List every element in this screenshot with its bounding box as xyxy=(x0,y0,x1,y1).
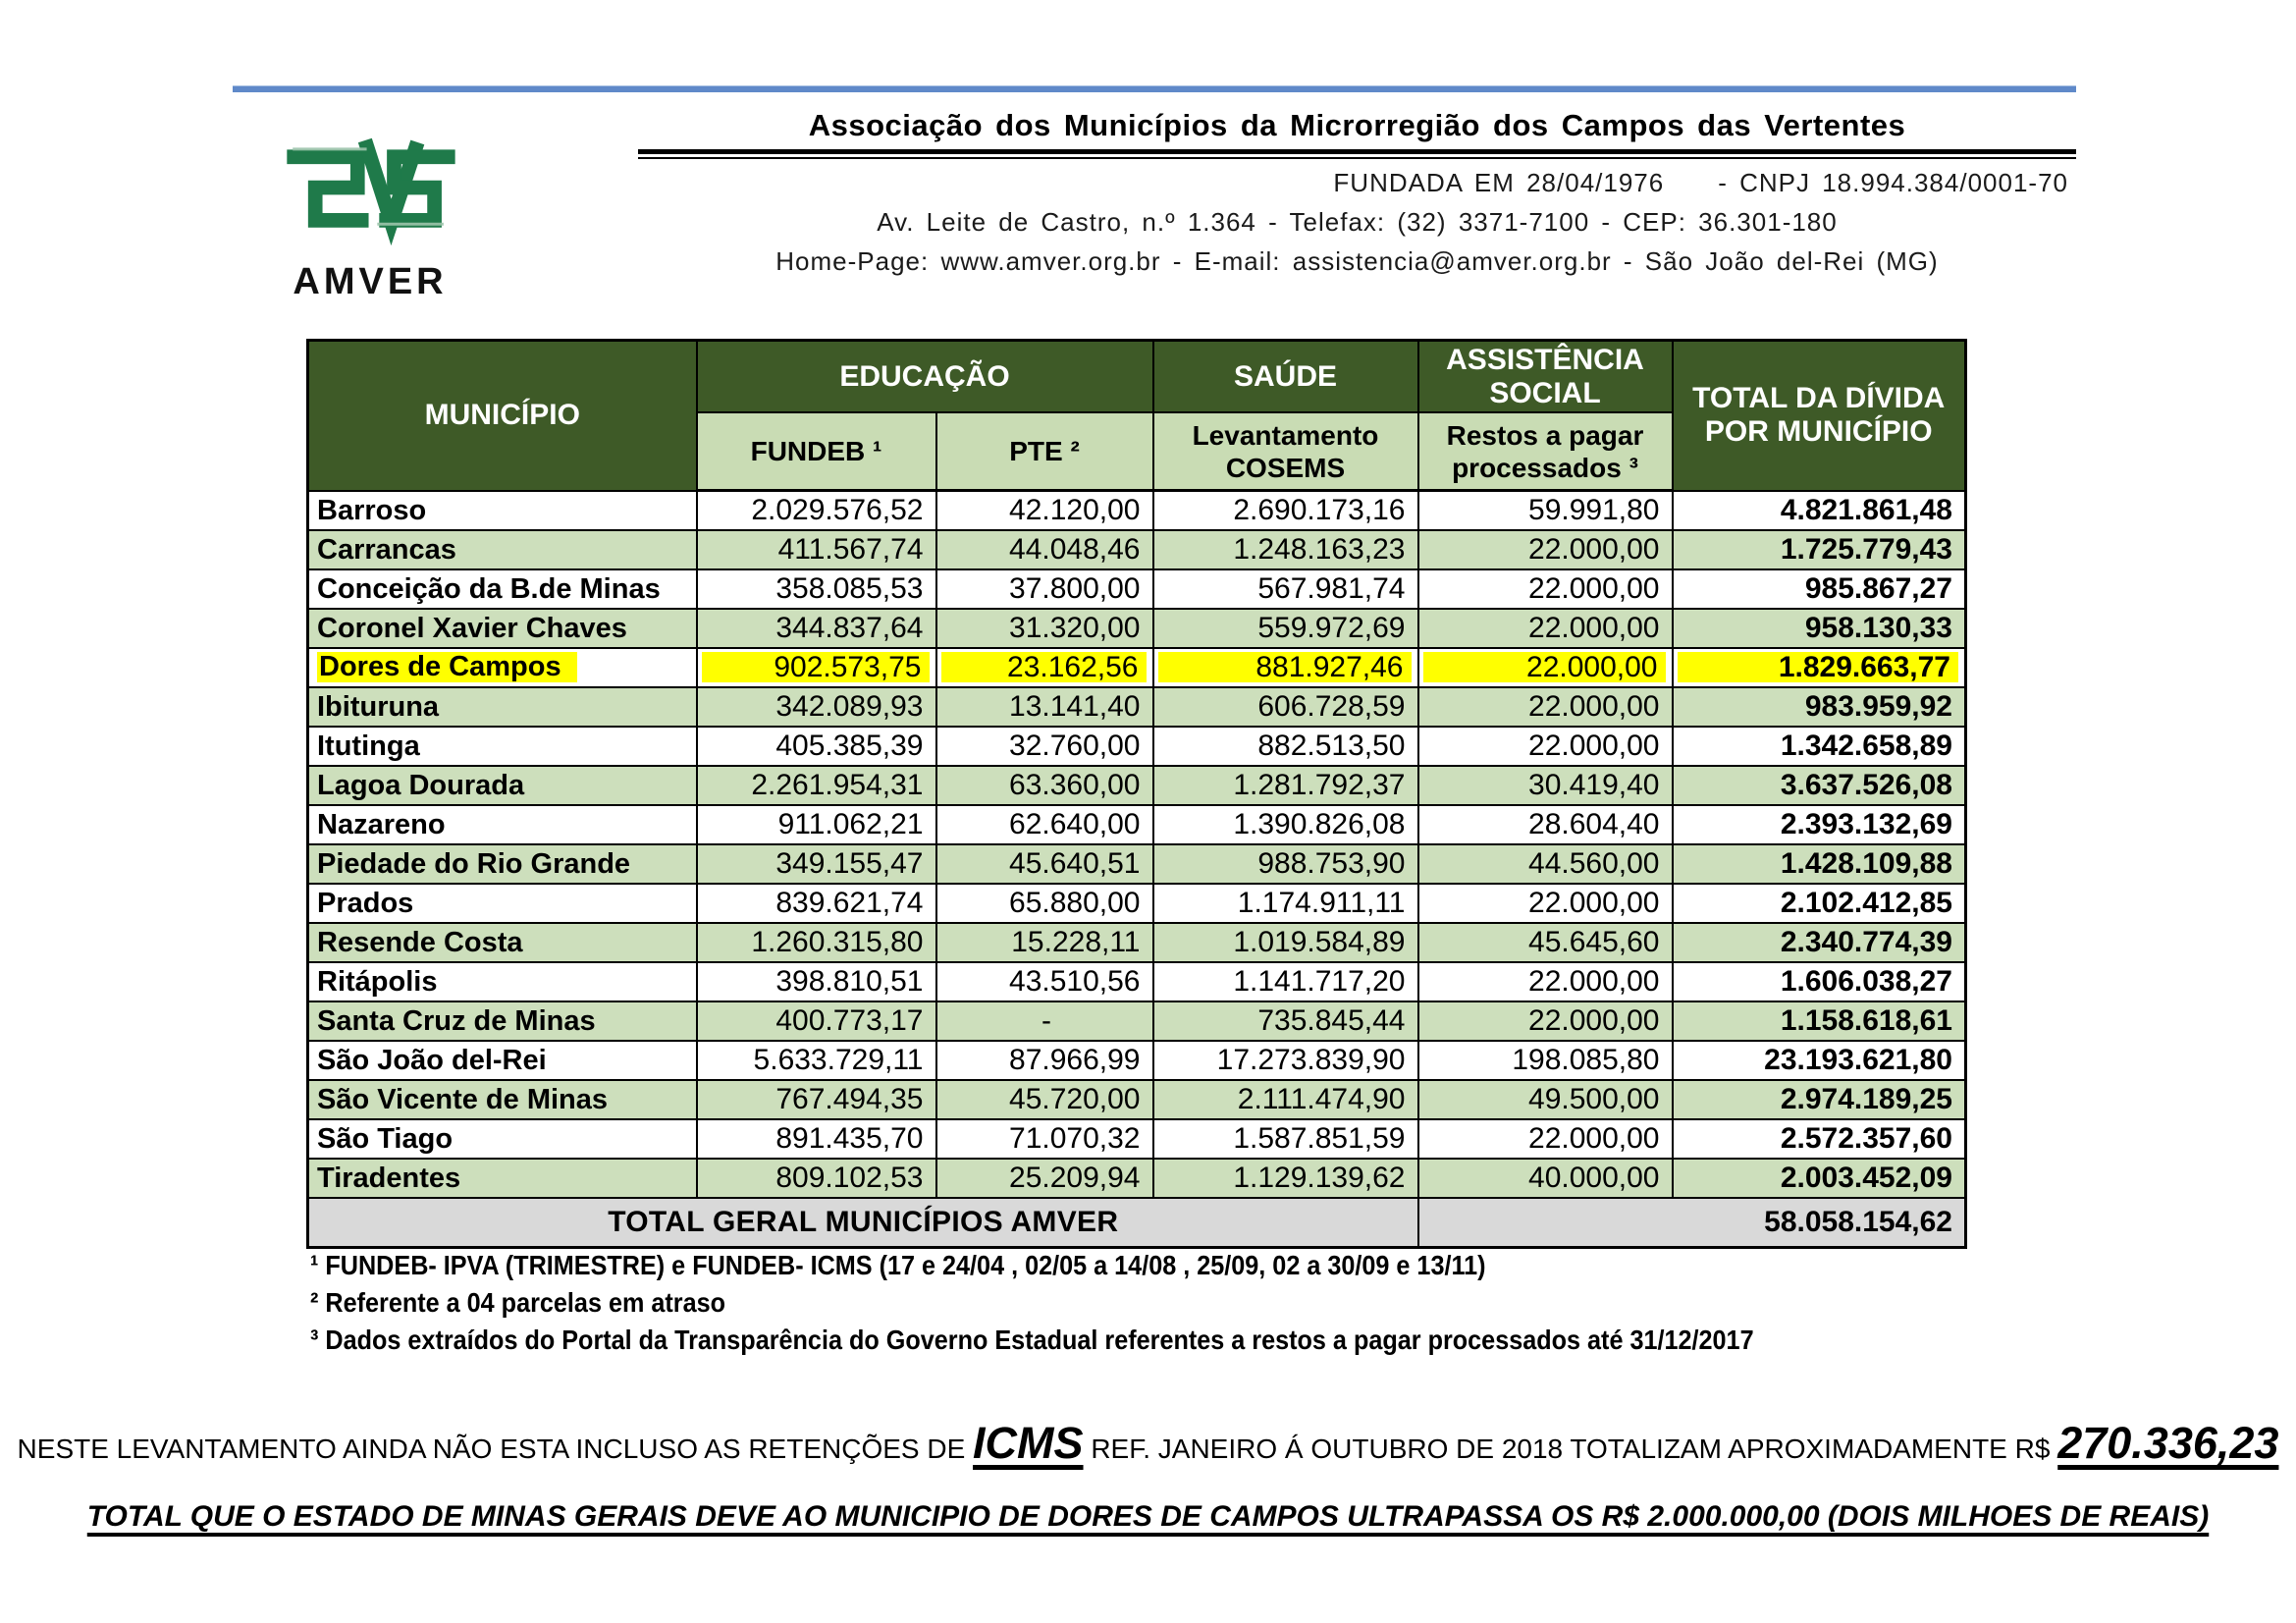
restos-cell: 30.419,40 xyxy=(1418,766,1673,805)
logo-text: AMVER xyxy=(293,261,448,302)
pte-cell: 71.070,32 xyxy=(936,1119,1153,1159)
fundeb-cell: 891.435,70 xyxy=(697,1119,936,1159)
total-debt-cell: 2.974.189,25 xyxy=(1673,1080,1966,1119)
cosems-cell: 1.587.851,59 xyxy=(1153,1119,1418,1159)
note-icms xyxy=(0,1412,2296,1481)
title-double-rule xyxy=(638,149,2076,159)
note-icms-middle: REF. JANEIRO Á OUTUBRO DE 2018 TOTALIZAM APROXIMADAMENTE R$ xyxy=(1083,1434,2058,1464)
table-row xyxy=(308,766,1966,805)
table-row xyxy=(308,884,1966,923)
cosems-cell: 1.129.139,62 xyxy=(1153,1159,1418,1198)
restos-cell: 22.000,00 xyxy=(1418,727,1673,766)
total-debt-cell: 985.867,27 xyxy=(1673,569,1966,609)
municipality-cell: Nazareno xyxy=(308,805,697,844)
fundeb-cell: 809.102,53 xyxy=(697,1159,936,1198)
fundeb-cell: 400.773,17 xyxy=(697,1001,936,1041)
municipality-cell: Santa Cruz de Minas xyxy=(308,1001,697,1041)
municipality-cell: Carrancas xyxy=(308,530,697,569)
col-header-cosems: Levantamento COSEMS xyxy=(1153,412,1418,491)
municipality-cell: Tiradentes xyxy=(308,1159,697,1198)
municipality-cell: Itutinga xyxy=(308,727,697,766)
municipality-cell: Barroso xyxy=(308,491,697,531)
total-debt-cell: 2.572.357,60 xyxy=(1673,1119,1966,1159)
total-row xyxy=(308,1198,1966,1248)
letterhead xyxy=(638,108,2076,277)
table-row xyxy=(308,962,1966,1001)
pte-cell: 25.209,94 xyxy=(936,1159,1153,1198)
fundeb-cell: 839.621,74 xyxy=(697,884,936,923)
table-row xyxy=(308,491,1966,531)
fundeb-cell: 767.494,35 xyxy=(697,1080,936,1119)
debt-table xyxy=(306,339,1967,1249)
total-debt-cell: 2.003.452,09 xyxy=(1673,1159,1966,1198)
restos-cell: 22.000,00 xyxy=(1418,569,1673,609)
group-header-assistencia: ASSISTÊNCIA SOCIAL xyxy=(1418,341,1673,413)
total-debt-cell: 2.340.774,39 xyxy=(1673,923,1966,962)
cosems-cell: 1.248.163,23 xyxy=(1153,530,1418,569)
note-icms-amount: 270.336,23 xyxy=(2057,1418,2279,1468)
municipality-cell: Conceição da B.de Minas xyxy=(308,569,697,609)
cosems-cell: 2.690.173,16 xyxy=(1153,491,1418,531)
col-header-fundeb: FUNDEB ¹ xyxy=(697,412,936,491)
table-footer xyxy=(308,1198,1966,1248)
total-debt-cell: 1.606.038,27 xyxy=(1673,962,1966,1001)
total-debt-cell: 2.102.412,85 xyxy=(1673,884,1966,923)
col-header-restos: Restos a pagar processados ³ xyxy=(1418,412,1673,491)
pte-cell: 31.320,00 xyxy=(936,609,1153,648)
pte-cell: 23.162,56 xyxy=(936,648,1153,687)
pte-cell: 45.720,00 xyxy=(936,1080,1153,1119)
municipality-cell: São Tiago xyxy=(308,1119,697,1159)
col-header-pte: PTE ² xyxy=(936,412,1153,491)
municipality-cell: Prados xyxy=(308,884,697,923)
total-label: TOTAL GERAL MUNICÍPIOS AMVER xyxy=(308,1198,1418,1248)
municipality-cell: São João del-Rei xyxy=(308,1041,697,1080)
cosems-cell: 988.753,90 xyxy=(1153,844,1418,884)
table-row xyxy=(308,1159,1966,1198)
table-row xyxy=(308,727,1966,766)
table-row xyxy=(308,1119,1966,1159)
fundeb-cell: 2.029.576,52 xyxy=(697,491,936,531)
pte-cell: 15.228,11 xyxy=(936,923,1153,962)
restos-cell: 22.000,00 xyxy=(1418,1001,1673,1041)
municipality-cell: Dores de Campos xyxy=(308,648,697,687)
footnotes xyxy=(310,1247,2077,1359)
pte-cell: 32.760,00 xyxy=(936,727,1153,766)
table-row xyxy=(308,687,1966,727)
pte-cell: 44.048,46 xyxy=(936,530,1153,569)
founded-text: FUNDADA EM 28/04/1976 xyxy=(1333,168,1665,197)
pte-cell: 87.966,99 xyxy=(936,1041,1153,1080)
fundeb-cell: 902.573,75 xyxy=(697,648,936,687)
cnpj-text: - CNPJ 18.994.384/0001-70 xyxy=(1718,168,2068,197)
col-header-total: TOTAL DA DÍVIDA POR MUNICÍPIO xyxy=(1673,341,1966,491)
restos-cell: 59.991,80 xyxy=(1418,491,1673,531)
total-debt-cell: 4.821.861,48 xyxy=(1673,491,1966,531)
fundeb-cell: 358.085,53 xyxy=(697,569,936,609)
total-debt-cell: 1.158.618,61 xyxy=(1673,1001,1966,1041)
group-header-row xyxy=(308,341,1966,413)
total-debt-cell: 3.637.526,08 xyxy=(1673,766,1966,805)
cosems-cell: 881.927,46 xyxy=(1153,648,1418,687)
cosems-cell: 606.728,59 xyxy=(1153,687,1418,727)
restos-cell: 28.604,40 xyxy=(1418,805,1673,844)
pte-cell: 45.640,51 xyxy=(936,844,1153,884)
amver-logo xyxy=(267,124,473,303)
restos-cell: 198.085,80 xyxy=(1418,1041,1673,1080)
municipality-cell: Ibituruna xyxy=(308,687,697,727)
table-row xyxy=(308,1080,1966,1119)
total-value: 58.058.154,62 xyxy=(1418,1198,1966,1248)
restos-cell: 22.000,00 xyxy=(1418,1119,1673,1159)
cosems-cell: 17.273.839,90 xyxy=(1153,1041,1418,1080)
fundeb-cell: 1.260.315,80 xyxy=(697,923,936,962)
total-debt-cell: 1.725.779,43 xyxy=(1673,530,1966,569)
footnote-2: ² Referente a 04 parcelas em atraso xyxy=(310,1287,726,1318)
amver-logo-icon xyxy=(279,124,461,257)
table-row xyxy=(308,844,1966,884)
cosems-cell: 559.972,69 xyxy=(1153,609,1418,648)
top-blue-rule xyxy=(233,85,2076,92)
municipality-cell: Resende Costa xyxy=(308,923,697,962)
table-row xyxy=(308,805,1966,844)
fundeb-cell: 411.567,74 xyxy=(697,530,936,569)
footnote-1: ¹ FUNDEB- IPVA (TRIMESTRE) e FUNDEB- ICMS (17 e 24/04 , 02/05 a 14/08 , 25/09, 02 a 30/09 e 13/11) xyxy=(310,1250,1486,1280)
cosems-cell: 882.513,50 xyxy=(1153,727,1418,766)
fundeb-cell: 349.155,47 xyxy=(697,844,936,884)
note-icms-prefix: NESTE LEVANTAMENTO AINDA NÃO ESTA INCLUSO AS RETENÇÕES DE xyxy=(17,1434,974,1464)
restos-cell: 22.000,00 xyxy=(1418,962,1673,1001)
fundeb-cell: 5.633.729,11 xyxy=(697,1041,936,1080)
total-debt-cell: 958.130,33 xyxy=(1673,609,1966,648)
total-debt-cell: 23.193.621,80 xyxy=(1673,1041,1966,1080)
fundeb-cell: 405.385,39 xyxy=(697,727,936,766)
cosems-cell: 2.111.474,90 xyxy=(1153,1080,1418,1119)
pte-cell: 42.120,00 xyxy=(936,491,1153,531)
table-body xyxy=(308,491,1966,1199)
pte-cell: 43.510,56 xyxy=(936,962,1153,1001)
table-row xyxy=(308,530,1966,569)
note-total-debt: TOTAL QUE O ESTADO DE MINAS GERAIS DEVE AO MUNICIPIO DE DORES DE CAMPOS ULTRAPASSA OS R$ 2.000.000,00 (DOIS MILHOES DE REAIS) xyxy=(86,1500,2210,1533)
group-header-saude: SAÚDE xyxy=(1153,341,1418,413)
group-header-educacao: EDUCAÇÃO xyxy=(697,341,1153,413)
municipality-cell: Piedade do Rio Grande xyxy=(308,844,697,884)
municipality-cell: Lagoa Dourada xyxy=(308,766,697,805)
pte-cell: - xyxy=(936,1001,1153,1041)
pte-cell: 63.360,00 xyxy=(936,766,1153,805)
restos-cell: 40.000,00 xyxy=(1418,1159,1673,1198)
fundeb-cell: 342.089,93 xyxy=(697,687,936,727)
table-row xyxy=(308,569,1966,609)
address-line: Av. Leite de Castro, n.º 1.364 - Telefax: (32) 3371-7100 - CEP: 36.301-180 xyxy=(877,207,1838,237)
table-row xyxy=(308,648,1966,687)
table-row xyxy=(308,1041,1966,1080)
pte-cell: 65.880,00 xyxy=(936,884,1153,923)
founded-line xyxy=(638,168,2076,198)
org-title: Associação dos Municípios da Microrregião dos Campos das Vertentes xyxy=(808,108,1906,142)
restos-cell: 22.000,00 xyxy=(1418,609,1673,648)
restos-cell: 22.000,00 xyxy=(1418,530,1673,569)
cosems-cell: 1.019.584,89 xyxy=(1153,923,1418,962)
fundeb-cell: 398.810,51 xyxy=(697,962,936,1001)
cosems-cell: 1.390.826,08 xyxy=(1153,805,1418,844)
pte-cell: 37.800,00 xyxy=(936,569,1153,609)
table-row xyxy=(308,1001,1966,1041)
cosems-cell: 1.141.717,20 xyxy=(1153,962,1418,1001)
cosems-cell: 1.174.911,11 xyxy=(1153,884,1418,923)
municipality-cell: Ritápolis xyxy=(308,962,697,1001)
cosems-cell: 567.981,74 xyxy=(1153,569,1418,609)
restos-cell: 22.000,00 xyxy=(1418,687,1673,727)
table-row xyxy=(308,609,1966,648)
restos-cell: 44.560,00 xyxy=(1418,844,1673,884)
total-debt-cell: 1.428.109,88 xyxy=(1673,844,1966,884)
table-header xyxy=(308,341,1966,491)
cosems-cell: 735.845,44 xyxy=(1153,1001,1418,1041)
note-icms-term: ICMS xyxy=(973,1418,1084,1468)
contact-line: Home-Page: www.amver.org.br - E-mail: assistencia@amver.org.br - São João del-Rei (MG) xyxy=(775,246,1939,276)
total-debt-cell: 1.829.663,77 xyxy=(1673,648,1966,687)
total-debt-cell: 983.959,92 xyxy=(1673,687,1966,727)
fundeb-cell: 911.062,21 xyxy=(697,805,936,844)
cosems-cell: 1.281.792,37 xyxy=(1153,766,1418,805)
table-row xyxy=(308,923,1966,962)
fundeb-cell: 344.837,64 xyxy=(697,609,936,648)
restos-cell: 22.000,00 xyxy=(1418,884,1673,923)
fundeb-cell: 2.261.954,31 xyxy=(697,766,936,805)
total-debt-cell: 1.342.658,89 xyxy=(1673,727,1966,766)
col-header-municipio: MUNICÍPIO xyxy=(308,341,697,491)
pte-cell: 13.141,40 xyxy=(936,687,1153,727)
footnote-3: ³ Dados extraídos do Portal da Transparência do Governo Estadual referentes a restos a pagar processados até 31/12/2017 xyxy=(310,1325,1754,1355)
municipality-cell: São Vicente de Minas xyxy=(308,1080,697,1119)
restos-cell: 45.645,60 xyxy=(1418,923,1673,962)
pte-cell: 62.640,00 xyxy=(936,805,1153,844)
restos-cell: 49.500,00 xyxy=(1418,1080,1673,1119)
municipality-cell: Coronel Xavier Chaves xyxy=(308,609,697,648)
restos-cell: 22.000,00 xyxy=(1418,648,1673,687)
total-debt-cell: 2.393.132,69 xyxy=(1673,805,1966,844)
